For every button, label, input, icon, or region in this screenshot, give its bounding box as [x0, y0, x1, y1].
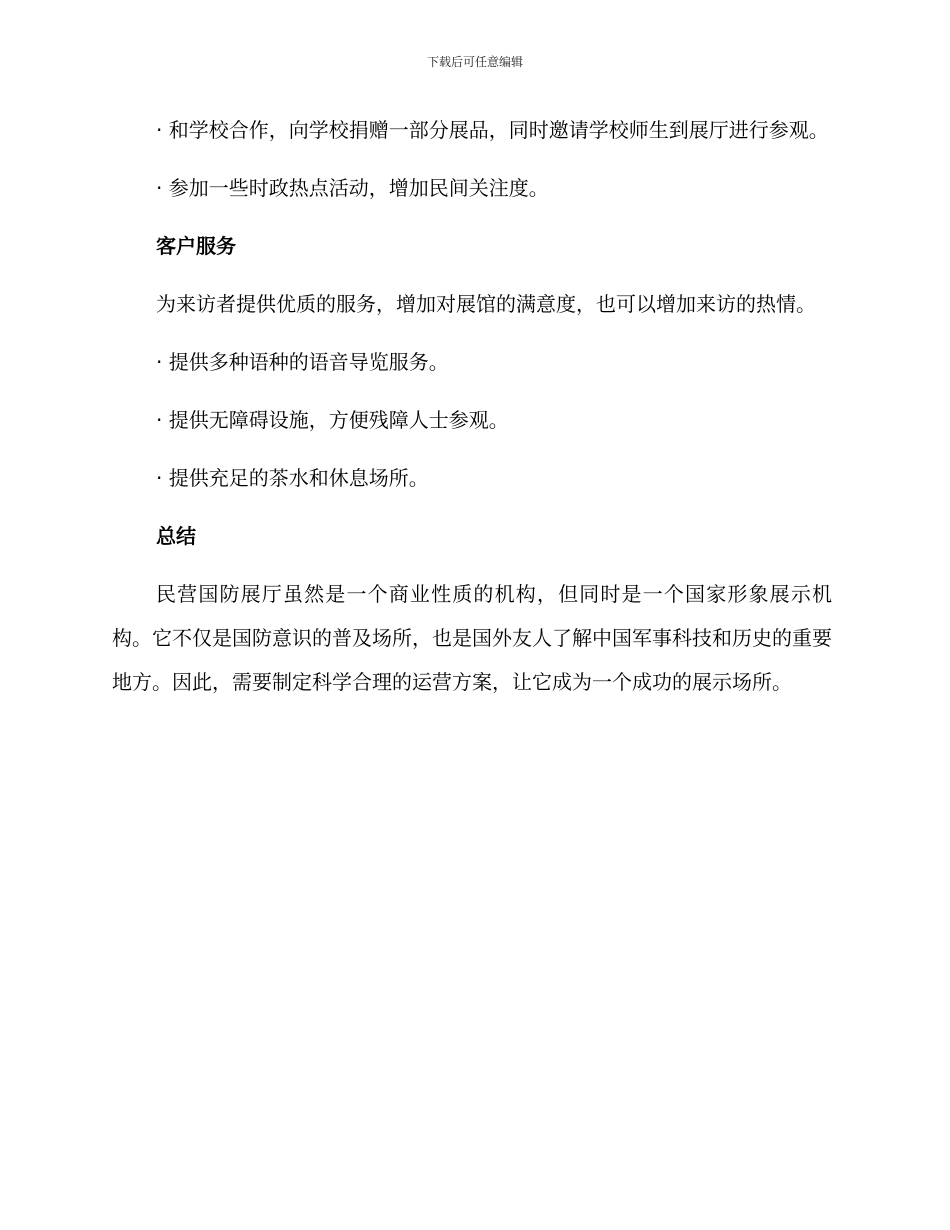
bullet-current-events: · 参加一些时政热点活动，增加民间关注度。	[156, 176, 549, 200]
document-body	[112, 108, 832, 718]
customer-service-intro: 为来访者提供优质的服务，增加对展馆的满意度，也可以增加来访的热情。	[156, 292, 816, 316]
bullet-accessibility: · 提供无障碍设施，方便残障人士参观。	[156, 408, 509, 432]
bullet-audio-guide: · 提供多种语种的语音导览服务。	[156, 350, 449, 374]
page-header: 下载后可任意编辑	[426, 55, 523, 69]
section-heading-summary: 总结	[156, 524, 196, 548]
summary-paragraph: 民营国防展厅虽然是一个商业性质的机构，但同时是一个国家形象展示机构。它不仅是国防意识的普及场所，也是国外友人了解中国军事科技和历史的重要地方。因此，需要制定科学合理的运营方案，让它成为一个成功的展示场所。	[112, 582, 832, 694]
bullet-school-cooperation: · 和学校合作，向学校捐赠一部分展品，同时邀请学校师生到展厅进行参观。	[156, 118, 829, 142]
bullet-refreshments: · 提供充足的茶水和休息场所。	[156, 466, 429, 490]
section-heading-customer-service: 客户服务	[156, 234, 236, 258]
